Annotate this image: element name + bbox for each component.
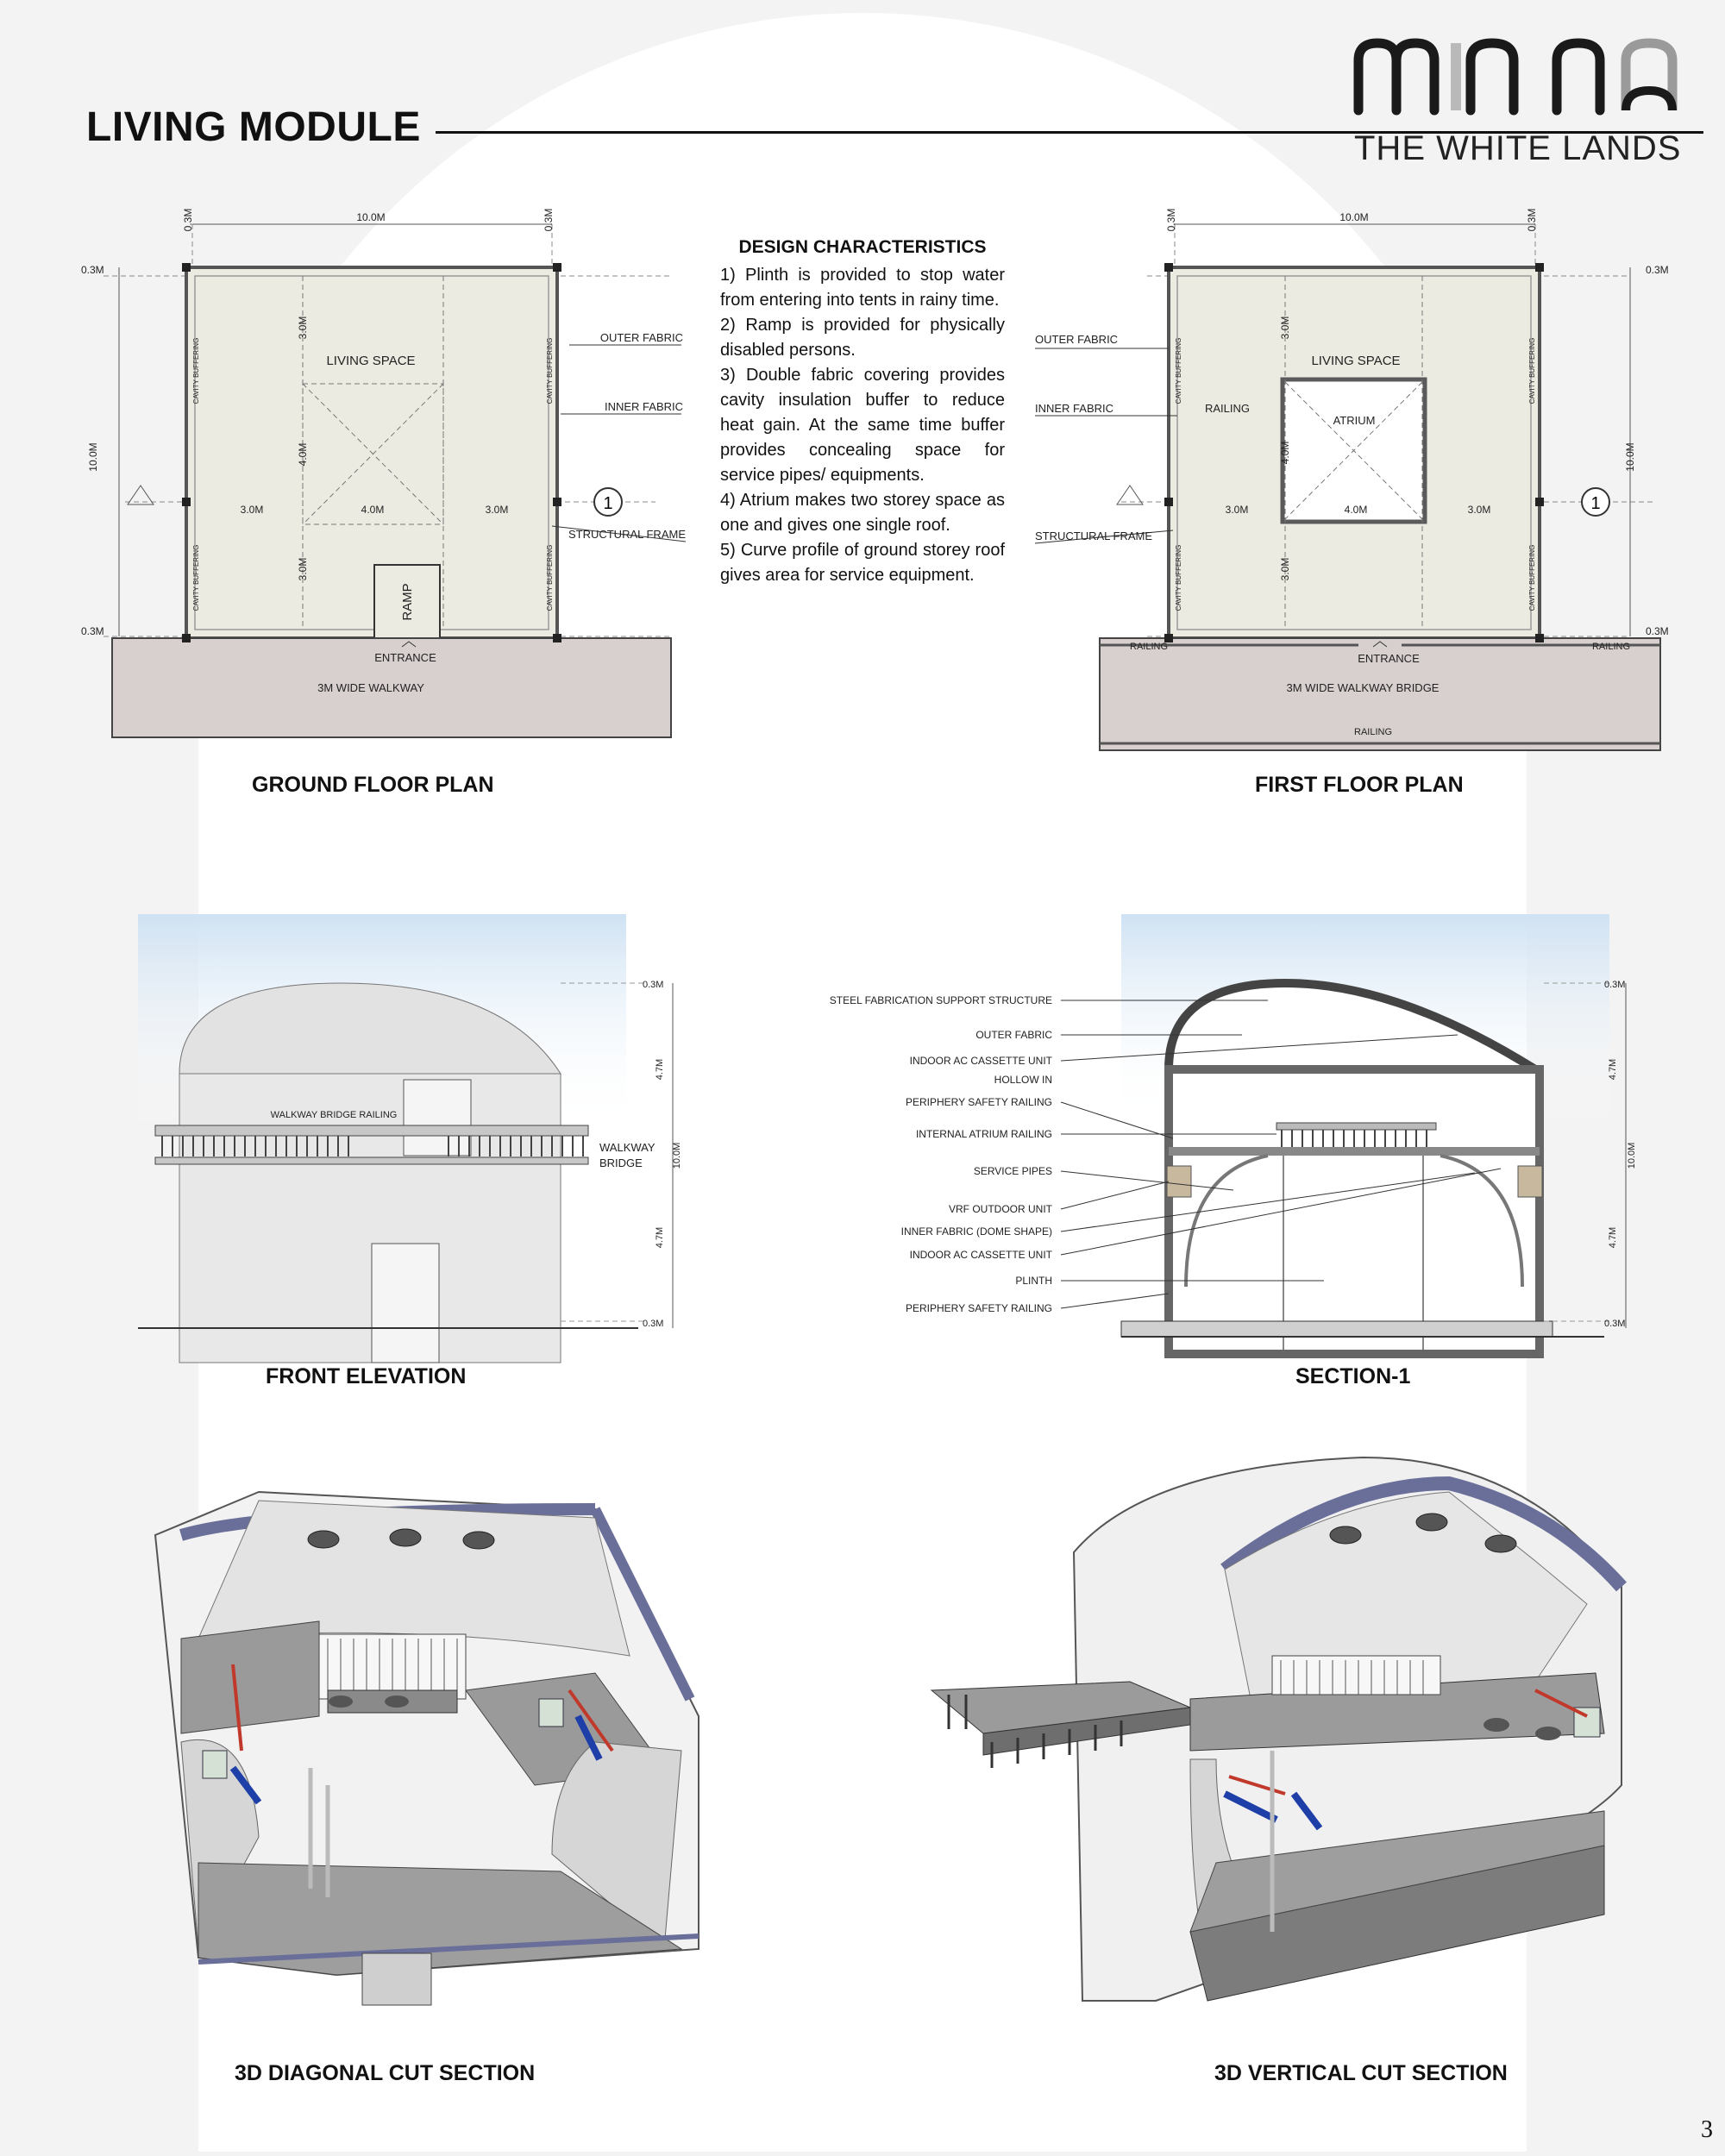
design-point: 4) Atrium makes two storey space as one and gives one single roof. [720, 491, 1005, 535]
design-point: 2) Ramp is provided for physically disabled persons. [720, 316, 1005, 360]
section-label: HOLLOW IN [994, 1074, 1052, 1086]
ramp-label: RAMP [400, 583, 415, 621]
design-heading: DESIGN CHARACTERISTICS [738, 237, 987, 257]
vertical-cut-caption: 3D VERTICAL CUT SECTION [1214, 2061, 1508, 2085]
ground-floor-caption: GROUND FLOOR PLAN [252, 773, 494, 797]
walkway-label: 3M WIDE WALKWAY [317, 681, 424, 694]
dim-top-span: 3.0M [297, 316, 309, 340]
inner-fabric-label: INNER FABRIC [604, 400, 683, 413]
dim-edge-left: 0.3M [182, 208, 194, 232]
design-point: 5) Curve profile of ground storey roof gives area for service equipment. [720, 541, 1005, 585]
cavity-label: CAVITY BUFFERING [1528, 544, 1536, 611]
dim-height: 10.0M [1624, 442, 1636, 472]
dim-lower: 4.7M [655, 1226, 665, 1249]
entrance-label: ENTRANCE [1358, 652, 1420, 665]
dim-left: 3.0M [1225, 504, 1249, 516]
section-label: INTERNAL ATRIUM RAILING [915, 1128, 1052, 1140]
structural-frame-label: STRUCTURAL FRAME [568, 528, 686, 541]
walkway-label: WALKWAY [599, 1141, 656, 1154]
front-elevation [138, 897, 707, 1345]
railing-label: RAILING [1204, 402, 1251, 415]
section-label: PERIPHERY SAFETY RAILING [905, 1302, 1052, 1314]
living-space-label: LIVING SPACE [1311, 354, 1401, 368]
front-elevation-caption: FRONT ELEVATION [266, 1364, 467, 1388]
dim-edge-bottom: 0.3M [81, 625, 104, 637]
railing-right-label: RAILING [1591, 642, 1630, 652]
design-characteristics [720, 235, 1005, 588]
living-space-label: LIVING SPACE [326, 354, 416, 368]
section-caption: SECTION-1 [1295, 1364, 1411, 1388]
dim-left: 3.0M [240, 504, 264, 516]
cavity-label: CAVITY BUFFERING [1528, 337, 1536, 404]
dim-total: 10.0M [1627, 1142, 1637, 1169]
cavity-label: CAVITY BUFFERING [546, 544, 554, 611]
dim-edge-bottom: 0.3M [1646, 625, 1669, 637]
bridge-label: BRIDGE [599, 1156, 643, 1169]
railing-left-label: RAILING [1130, 642, 1169, 652]
dim-right: 3.0M [485, 504, 509, 516]
structural-frame-label: STRUCTURAL FRAME [1035, 530, 1153, 542]
dim-bottom-span: 3.0M [1279, 557, 1291, 581]
section-label: VRF OUTDOOR UNIT [949, 1203, 1052, 1215]
dim-upper: 4.7M [1608, 1058, 1618, 1081]
dim-bottom-span: 3.0M [297, 557, 309, 581]
cavity-label: CAVITY BUFFERING [1175, 544, 1182, 611]
dim-edge-top: 0.3M [81, 264, 104, 276]
cavity-label: CAVITY BUFFERING [192, 337, 200, 404]
dim-lower: 4.7M [1608, 1226, 1618, 1249]
section-label: PERIPHERY SAFETY RAILING [905, 1096, 1052, 1108]
dim-width: 10.0M [1339, 211, 1369, 223]
dim-top: 0.3M [643, 980, 664, 990]
dim-middle: 4.0M [1344, 504, 1368, 516]
section-label: INDOOR AC CASSETTE UNIT [909, 1055, 1052, 1067]
design-point: 1) Plinth is provided to stop water from entering into tents in rainy time. [720, 266, 1005, 310]
first-floor-plan [1026, 198, 1669, 768]
design-point: 3) Double fabric covering provides cavity insulation buffer to reduce heat gain. At the same time buffer provides concealing space for service pipes/ equipments. [720, 366, 1005, 485]
ground-floor-plan [69, 198, 707, 768]
outer-fabric-label: OUTER FABRIC [1035, 333, 1119, 346]
section-1 [802, 897, 1682, 1345]
dim-bottom: 0.3M [1604, 1319, 1626, 1329]
section-label: SERVICE PIPES [973, 1165, 1052, 1177]
cavity-label: CAVITY BUFFERING [546, 337, 554, 404]
dim-top: 0.3M [1604, 980, 1626, 990]
cavity-label: CAVITY BUFFERING [1175, 337, 1182, 404]
cavity-label: CAVITY BUFFERING [192, 544, 200, 611]
dim-top-span: 3.0M [1279, 316, 1291, 340]
dim-total: 10.0M [672, 1142, 682, 1169]
section-label: INDOOR AC CASSETTE UNIT [909, 1249, 1052, 1261]
first-floor-caption: FIRST FLOOR PLAN [1255, 773, 1464, 797]
railing-bottom-label: RAILING [1354, 727, 1393, 737]
dim-height: 10.0M [87, 442, 99, 472]
walkway-bridge-label: 3M WIDE WALKWAY BRIDGE [1286, 681, 1440, 694]
section-label: INNER FABRIC (DOME SHAPE) [900, 1225, 1052, 1238]
dim-upper: 4.7M [655, 1058, 665, 1081]
atrium-label: ATRIUM [1333, 414, 1376, 427]
dim-width: 10.0M [356, 211, 386, 223]
dim-middle: 4.0M [361, 504, 385, 516]
section-label: STEEL FABRICATION SUPPORT STRUCTURE [829, 994, 1052, 1006]
section-mark-ground: 1 [603, 494, 613, 513]
dim-edge-left: 0.3M [1165, 208, 1177, 232]
page-title: LIVING MODULE [86, 104, 421, 150]
dim-right: 3.0M [1467, 504, 1491, 516]
outer-fabric-label: OUTER FABRIC [599, 331, 683, 344]
section-label: OUTER FABRIC [975, 1029, 1052, 1041]
logo-tagline: THE WHITE LANDS [1354, 129, 1682, 167]
diagonal-cut-caption: 3D DIAGONAL CUT SECTION [235, 2061, 536, 2085]
dim-mid-span: 4.0M [297, 442, 309, 467]
walkway-bridge-railing-label: WALKWAY BRIDGE RAILING [270, 1110, 398, 1120]
dim-edge-right: 0.3M [543, 208, 555, 232]
3d-diagonal-cut-section [147, 1466, 716, 2035]
page-number: 3 [1701, 2116, 1713, 2143]
entrance-label: ENTRANCE [374, 651, 436, 664]
section-mark-first: 1 [1590, 494, 1601, 513]
inner-fabric-label: INNER FABRIC [1035, 402, 1114, 415]
dim-mid-span: 4.0M [1279, 441, 1291, 465]
dim-edge-top: 0.3M [1646, 264, 1669, 276]
dim-bottom: 0.3M [643, 1319, 664, 1329]
section-label: PLINTH [1015, 1275, 1052, 1287]
3d-vertical-cut-section [932, 1449, 1622, 2035]
dim-edge-right: 0.3M [1526, 208, 1538, 232]
